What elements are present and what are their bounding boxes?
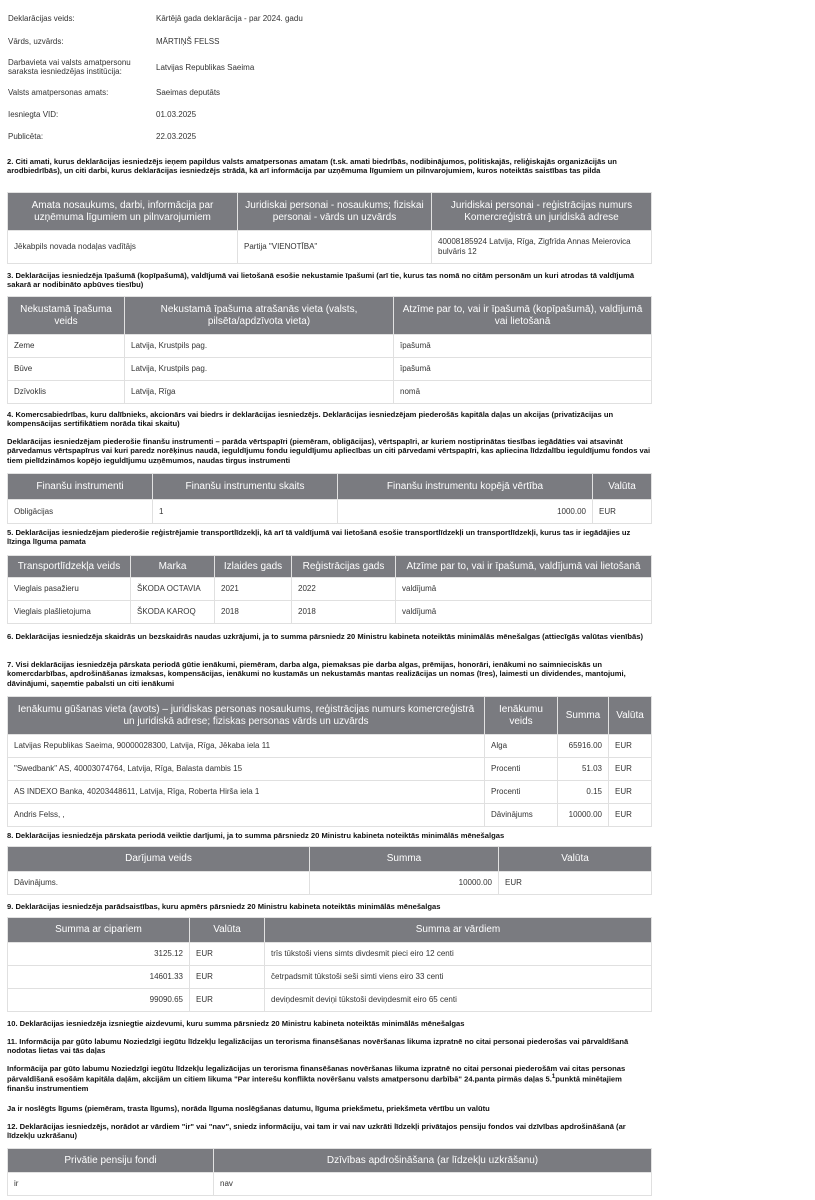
section-9-table bbox=[7, 917, 652, 1012]
column-header: Summa ar vārdiem bbox=[265, 918, 652, 943]
table-cell: Vieglais pasažieru bbox=[8, 578, 131, 601]
table-header-row bbox=[8, 697, 652, 735]
section-4-table bbox=[7, 473, 652, 524]
table-header-row bbox=[8, 847, 652, 872]
meta-value: Saeimas deputāts bbox=[156, 87, 221, 97]
paragraph-text: Informācija par gūto labumu Noziedzīgi iegūtu līdzekļu legalizācijas un terorisma finansēšanas novēršanas likuma izpratnē no citai personai piederošām vai citas personas pārvaldīšanā esošām kapitāla daļām, akcijām un citiem likuma "Par interešu konflikta novēršanu valsts amatpersonu darbībā" 24.panta pirmās daļas 5. bbox=[7, 1064, 626, 1084]
table-row bbox=[8, 381, 652, 404]
section-3-title: 3. Deklarācijas iesniedzēja īpašumā (kopīpašumā), valdījumā vai lietošanā esošie nekustamie īpašumi (arī tie, kurus tas nomā no citām personām un kuri atrodas tā valdījumā sakarā ar nodibināto apbūves tiesību) bbox=[7, 271, 635, 290]
section-12-table bbox=[7, 1148, 652, 1196]
table-row bbox=[8, 601, 652, 624]
table-row bbox=[8, 804, 652, 827]
column-header: Atzīme par to, vai ir īpašumā, valdījumā vai lietošanā bbox=[396, 556, 652, 578]
table-cell: AS INDEXO Banka, 40203448611, Latvija, Rīga, Roberta Hirša iela 1 bbox=[8, 781, 485, 804]
section-3-table bbox=[7, 296, 652, 404]
meta-row-workplace bbox=[7, 57, 651, 77]
meta-label: Iesniegta VID: bbox=[8, 109, 59, 119]
table-header-row bbox=[8, 918, 652, 943]
column-header: Juridiskai personai - reģistrācijas numurs Komercreģistrā un juridiskā adrese bbox=[432, 193, 652, 231]
table-header-row bbox=[8, 193, 652, 231]
column-header: Finanšu instrumenti bbox=[8, 474, 153, 500]
table-row bbox=[8, 578, 652, 601]
table-row bbox=[8, 943, 652, 966]
table-cell: ŠKODA OCTAVIA bbox=[131, 578, 215, 601]
meta-row-name bbox=[7, 34, 651, 48]
column-header: Valūta bbox=[609, 697, 652, 735]
meta-row-position bbox=[7, 85, 651, 99]
table-cell: Obligācijas bbox=[8, 500, 153, 524]
table-cell: Dzīvoklis bbox=[8, 381, 125, 404]
column-header: Dzīvības apdrošināšana (ar līdzekļu uzkrāšanu) bbox=[214, 1149, 652, 1173]
column-header: Atzīme par to, vai ir īpašumā (kopīpašumā), valdījumā vai lietošanā bbox=[394, 297, 652, 335]
table-cell: 1000.00 bbox=[338, 500, 593, 524]
table-cell: Andris Felss, , bbox=[8, 804, 485, 827]
section-6-title: 6. Deklarācijas iesniedzēja skaidrās un bezskaidrās naudas uzkrājumi, ja to summa pārsniedz 20 Ministru kabineta noteiktās minimālās mēnešalgas (attiecīgās valūtas vienībās) bbox=[7, 632, 644, 641]
table-cell: 0.15 bbox=[558, 781, 609, 804]
column-header: Summa bbox=[558, 697, 609, 735]
table-cell: 2021 bbox=[215, 578, 292, 601]
column-header: Marka bbox=[131, 556, 215, 578]
column-header: Finanšu instrumentu skaits bbox=[153, 474, 338, 500]
column-header: Amata nosaukums, darbi, informācija par uzņēmuma līgumiem un pilnvarojumiem bbox=[8, 193, 238, 231]
table-cell: 14601.33 bbox=[8, 966, 190, 989]
table-cell: Partija "VIENOTĪBA" bbox=[238, 231, 432, 264]
section-4-title: 4. Komercsabiedrības, kuru dalībnieks, akcionārs vai biedrs ir deklarācijas iesniedzējs. Deklarācijas iesniedzējam piederošās kapitāla daļas un akcijas (privatizācijas un kompensācijas sertifikātiem norāda tikai skaitu) bbox=[7, 410, 614, 429]
table-row bbox=[8, 758, 652, 781]
meta-row-submitted bbox=[7, 107, 651, 121]
section-8-table bbox=[7, 846, 652, 895]
table-cell: 2018 bbox=[215, 601, 292, 624]
table-cell: 3125.12 bbox=[8, 943, 190, 966]
table-cell: Būve bbox=[8, 358, 125, 381]
table-cell: Latvija, Rīga bbox=[125, 381, 394, 404]
table-cell: Zeme bbox=[8, 335, 125, 358]
meta-value: Latvijas Republikas Saeima bbox=[156, 62, 255, 72]
table-cell: Dāvinājums bbox=[485, 804, 558, 827]
section-7-table bbox=[7, 696, 652, 827]
table-header-row bbox=[8, 1149, 652, 1173]
table-header-row bbox=[8, 474, 652, 500]
table-row bbox=[8, 781, 652, 804]
column-header: Ienākumu gūšanas vieta (avots) – juridiskas personas nosaukums, reģistrācijas numurs komercreģistrā un juridiskā adrese; fiziskas personas vārds un uzvārds bbox=[8, 697, 485, 735]
table-cell: Latvija, Krustpils pag. bbox=[125, 358, 394, 381]
table-cell: deviņdesmit deviņi tūkstoši deviņdesmit eiro 65 centi bbox=[265, 989, 652, 1012]
column-header: Valūta bbox=[593, 474, 652, 500]
section-11-contract-note: Ja ir noslēgts līgums (piemēram, trasta līgums), norāda līguma noslēgšanas datumu, līguma priekšmetu, priekšmeta vērtību un valūtu bbox=[7, 1104, 490, 1113]
table-cell: 2022 bbox=[292, 578, 396, 601]
table-cell: četrpadsmit tūkstoši seši simti viens eiro 33 centi bbox=[265, 966, 652, 989]
section-5-table bbox=[7, 555, 652, 624]
column-header: Reģistrācijas gads bbox=[292, 556, 396, 578]
table-cell: EUR bbox=[609, 804, 652, 827]
section-12-title: 12. Deklarācijas iesniedzējs, norādot ar vārdiem "ir" vai "nav", sniedz informāciju, vai tam ir vai nav uzkrāti līdzekļi privātajos pensiju fondos vai dzīvības apdrošināšanā (ar līdzekļu uzkrāšanu) bbox=[7, 1122, 626, 1141]
column-header: Valūta bbox=[190, 918, 265, 943]
table-cell: 99090.65 bbox=[8, 989, 190, 1012]
table-cell: Procenti bbox=[485, 758, 558, 781]
table-cell: "Swedbank" AS, 40003074764, Latvija, Rīga, Balasta dambis 15 bbox=[8, 758, 485, 781]
table-cell: Alga bbox=[485, 735, 558, 758]
table-row bbox=[8, 989, 652, 1012]
table-cell: EUR bbox=[609, 781, 652, 804]
table-cell: EUR bbox=[190, 943, 265, 966]
meta-label: Publicēta: bbox=[8, 131, 44, 141]
table-cell: Vieglais plašlietojuma bbox=[8, 601, 131, 624]
table-cell: īpašumā bbox=[394, 335, 652, 358]
section-5-title: 5. Deklarācijas iesniedzējam piederošie reģistrējamie transportlīdzekļi, kā arī tā valdījumā vai lietošanā esošie transportlīdzekļi un transportlīdzekļi, kurus tas ir iegādājies uz līzinga līguma pamata bbox=[7, 528, 631, 547]
table-cell: ŠKODA KAROQ bbox=[131, 601, 215, 624]
column-header: Nekustamā īpašuma atrašanās vieta (valsts, pilsēta/apdzīvota vieta) bbox=[125, 297, 394, 335]
meta-row-published bbox=[7, 129, 651, 143]
table-row bbox=[8, 335, 652, 358]
table-row bbox=[8, 231, 652, 264]
column-header: Finanšu instrumentu kopējā vērtība bbox=[338, 474, 593, 500]
meta-value: MĀRTIŅŠ FELSS bbox=[156, 36, 220, 46]
table-cell: EUR bbox=[190, 989, 265, 1012]
section-11-title: 11. Informācija par gūto labumu Noziedzīgi iegūtu līdzekļu legalizācijas un terorisma finansēšanas novēršanas likuma izpratnē no citai personai piederošas vai pārvaldīšanā nodotas lietas vai tās daļas bbox=[7, 1037, 629, 1056]
meta-label: Vārds, uzvārds: bbox=[8, 36, 64, 46]
table-cell: 1 bbox=[153, 500, 338, 524]
paragraph-text: punktā minētajiem finanšu instrumentiem bbox=[7, 1074, 622, 1094]
section-9-title: 9. Deklarācijas iesniedzēja parādsaistības, kuru apmērs pārsniedz 20 Ministru kabineta noteiktās minimālās mēnešalgas bbox=[7, 902, 441, 911]
column-header: Summa ar cipariem bbox=[8, 918, 190, 943]
column-header: Transportlīdzekļa veids bbox=[8, 556, 131, 578]
table-cell: EUR bbox=[609, 735, 652, 758]
column-header: Ienākumu veids bbox=[485, 697, 558, 735]
table-cell: nav bbox=[214, 1173, 652, 1196]
section-11-paragraph bbox=[7, 1064, 651, 1094]
meta-label: Valsts amatpersonas amats: bbox=[8, 87, 109, 97]
column-header: Privātie pensiju fondi bbox=[8, 1149, 214, 1173]
table-cell: valdījumā bbox=[396, 578, 652, 601]
column-header: Izlaides gads bbox=[215, 556, 292, 578]
table-cell: 40008185924 Latvija, Rīga, Zigfrīda Annas Meierovica bulvāris 12 bbox=[432, 231, 652, 264]
table-row bbox=[8, 966, 652, 989]
table-cell: 2018 bbox=[292, 601, 396, 624]
column-header: Summa bbox=[310, 847, 499, 872]
table-cell: EUR bbox=[499, 872, 652, 895]
table-cell: Jēkabpils novada nodaļas vadītājs bbox=[8, 231, 238, 264]
table-cell: EUR bbox=[593, 500, 652, 524]
meta-value: 01.03.2025 bbox=[156, 109, 197, 119]
table-cell: valdījumā bbox=[396, 601, 652, 624]
meta-label: Darbavieta vai valsts amatpersonu saraksta iesniedzējas institūcija: bbox=[8, 58, 131, 76]
section-2-table bbox=[7, 192, 652, 264]
column-header: Valūta bbox=[499, 847, 652, 872]
column-header: Nekustamā īpašuma veids bbox=[8, 297, 125, 335]
table-row bbox=[8, 1173, 652, 1196]
table-row bbox=[8, 872, 652, 895]
meta-row-type bbox=[7, 11, 651, 25]
table-cell: trīs tūkstoši viens simts divdesmit pieci eiro 12 centi bbox=[265, 943, 652, 966]
table-cell: 10000.00 bbox=[558, 804, 609, 827]
meta-value: Kārtējā gada deklarācija - par 2024. gadu bbox=[156, 13, 303, 23]
section-10-title: 10. Deklarācijas iesniedzēja izsniegtie aizdevumi, kuru summa pārsniedz 20 Ministru kabineta noteiktās minimālās mēnešalgas bbox=[7, 1019, 465, 1028]
table-header-row bbox=[8, 556, 652, 578]
superscript: 1 bbox=[551, 1074, 556, 1081]
table-cell: ir bbox=[8, 1173, 214, 1196]
table-cell: Procenti bbox=[485, 781, 558, 804]
section-4-subtitle: Deklarācijas iesniedzējam piederošie finanšu instrumenti – parāda vērtspapīri (piemēram, obligācijas), vērtspapīri, ar kuriem nostiprinātas tiesības iegādāties vai atsavināt pārvedamus vērtspapīrus vai kuri paredz norēķinus naudā, ieguldījumu fondu ieguldījumu apliecības un citi pārvedami vērtspapīri, kas apliecina līdzdalību ieguldījumu fondos vai tiem pielīdzināmos kopējo ieguldījumu uzņēmumos, naudas tirgus instrumenti bbox=[7, 437, 651, 465]
table-cell: EUR bbox=[190, 966, 265, 989]
section-2-title: 2. Citi amati, kurus deklarācijas iesniedzējs ieņem papildus valsts amatpersonas amatam (t.sk. amati biedrībās, nodibinājumos, politiskajās, reliģiskajās organizācijās un arodbiedrībās), un citi darbi, kurus deklarācijas iesniedzējs strādā, kā arī informācija par uzņēmuma līgumiem un pilnvarojumiem, kuros noteiktās saistības tas pilda bbox=[7, 157, 617, 176]
section-8-title: 8. Deklarācijas iesniedzēja pārskata periodā veiktie darījumi, ja to summa pārsniedz 20 Ministru kabineta noteiktās minimālās mēnešalgas bbox=[7, 831, 505, 840]
table-cell: Dāvinājums. bbox=[8, 872, 310, 895]
table-cell: 65916.00 bbox=[558, 735, 609, 758]
table-row bbox=[8, 500, 652, 524]
table-cell: EUR bbox=[609, 758, 652, 781]
column-header: Juridiskai personai - nosaukums; fiziskai personai - vārds un uzvārds bbox=[238, 193, 432, 231]
table-cell: īpašumā bbox=[394, 358, 652, 381]
table-row bbox=[8, 358, 652, 381]
table-cell: nomā bbox=[394, 381, 652, 404]
table-cell: Latvijas Republikas Saeima, 90000028300, Latvija, Rīga, Jēkaba iela 11 bbox=[8, 735, 485, 758]
section-7-title: 7. Visi deklarācijas iesniedzēja pārskata periodā gūtie ienākumi, piemēram, darba alga, piemaksas pie darba algas, prēmijas, honorāri, ienākumi no saimnieciskās un komercdarbības, apdrošināšanas izmaksas, kompensācijas, ienākumi no kustamās un nekustamās mantas realizācijas un nomas (īres), laimesti un dividendes, mantojumi, dāvinājumi, saņemtie pabalsti un citi ienākumi bbox=[7, 660, 626, 688]
declaration-header bbox=[7, 11, 651, 143]
table-header-row bbox=[8, 297, 652, 335]
table-cell: Latvija, Krustpils pag. bbox=[125, 335, 394, 358]
table-cell: 10000.00 bbox=[310, 872, 499, 895]
meta-value: 22.03.2025 bbox=[156, 131, 197, 141]
meta-label: Deklarācijas veids: bbox=[8, 13, 75, 23]
column-header: Darījuma veids bbox=[8, 847, 310, 872]
table-row bbox=[8, 735, 652, 758]
table-cell: 51.03 bbox=[558, 758, 609, 781]
